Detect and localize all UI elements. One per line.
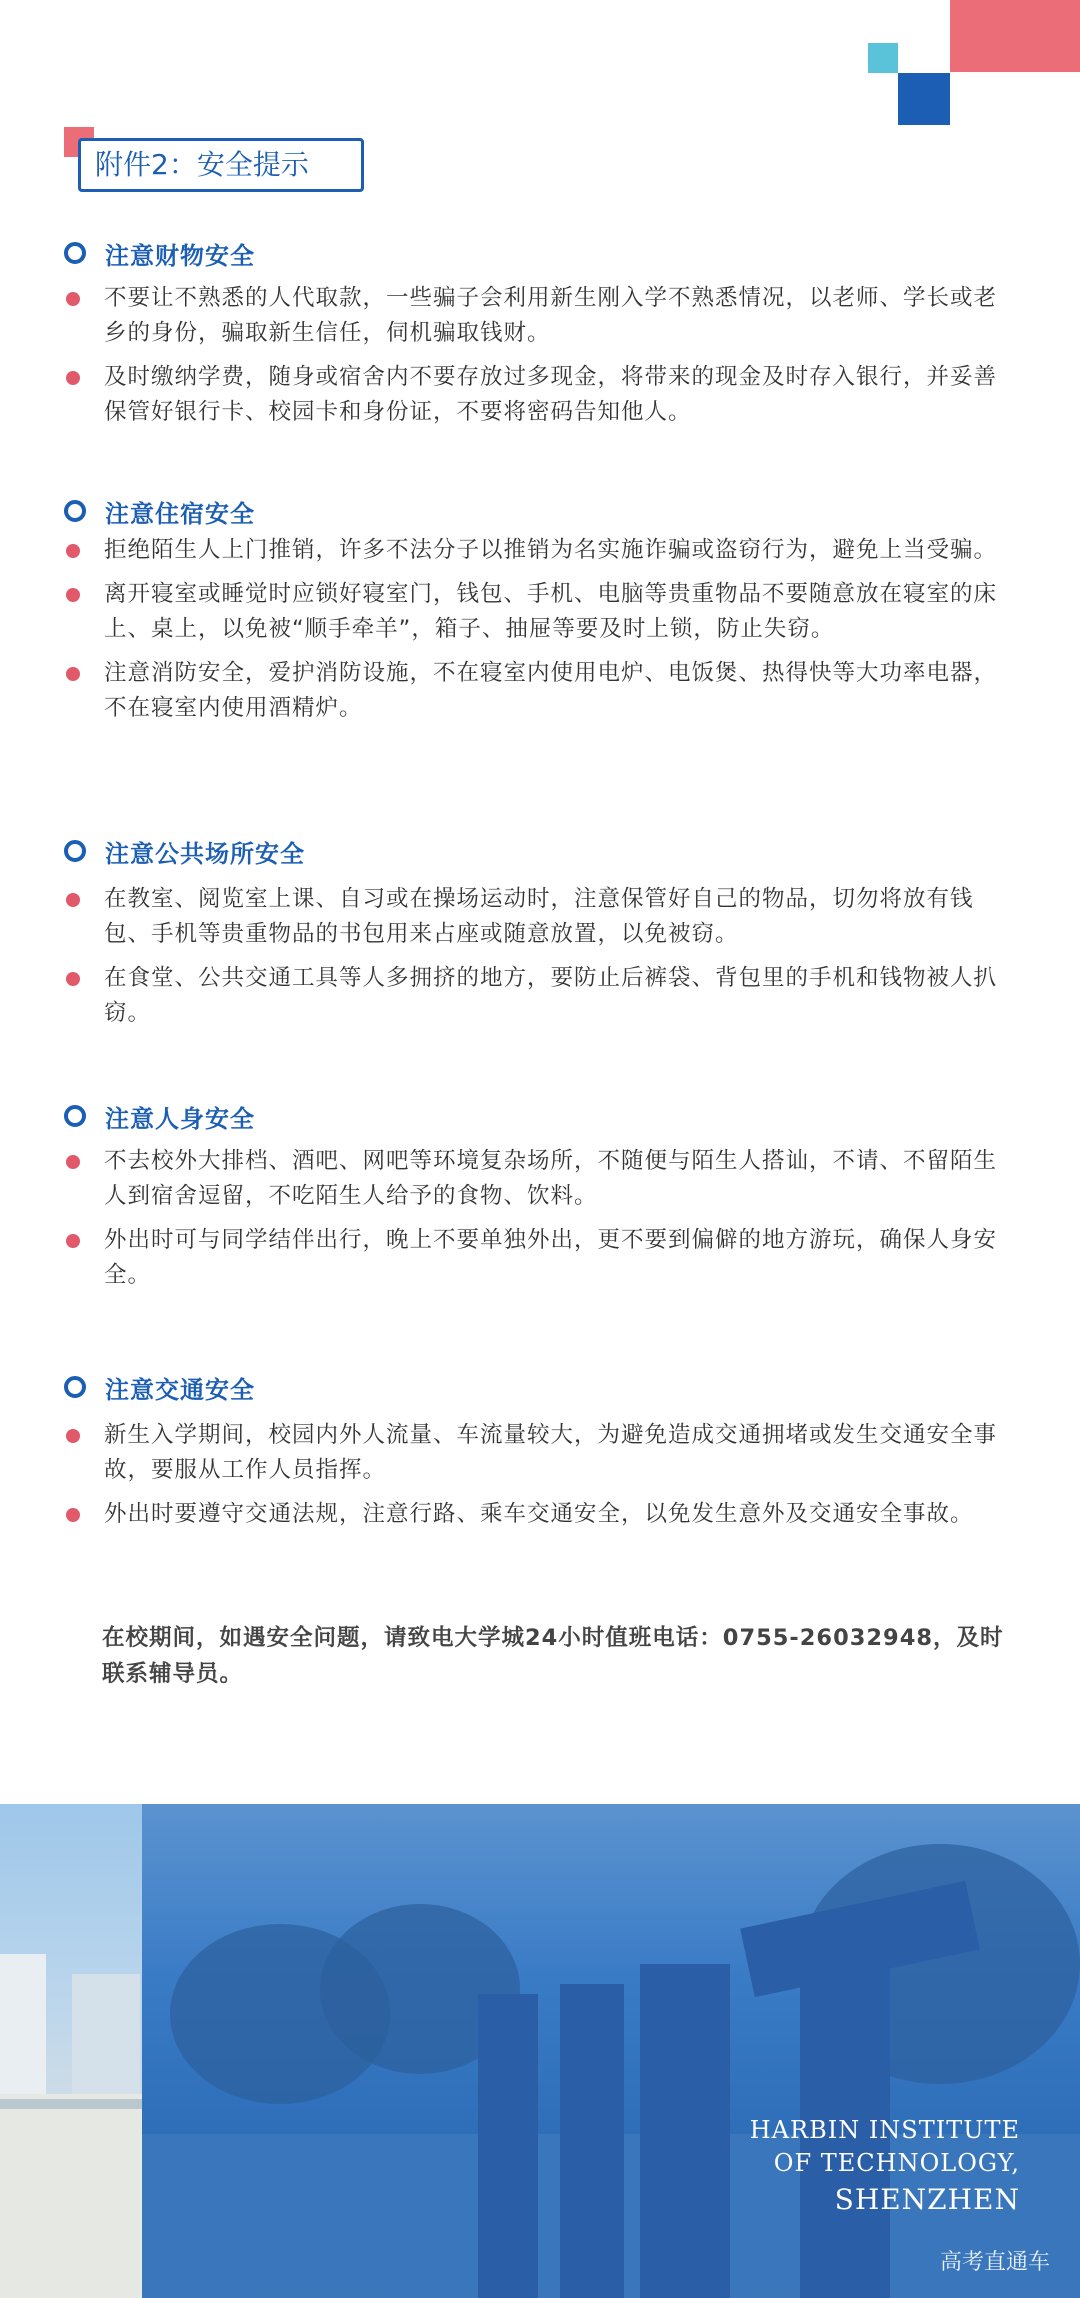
hotline-note: 在校期间，如遇安全问题，请致电大学城24小时值班电话：0755-26032948，及时联系辅导员。 [102, 1625, 1004, 1687]
sculpture-pillar [640, 1964, 730, 2298]
list-item-text: 外出时可与同学结伴出行，晚上不要单独外出，更不要到偏僻的地方游玩，确保人身安全。 [104, 1227, 998, 1288]
section-header [64, 493, 1020, 529]
decor-teal-square [868, 43, 898, 73]
list-item [64, 1418, 1020, 1488]
section-header [64, 235, 1020, 271]
section-title: 注意财物安全 [105, 241, 255, 270]
building-shape [72, 1974, 140, 2104]
sculpture-pillar [478, 1994, 538, 2298]
list-item [64, 1223, 1020, 1293]
list-item [64, 656, 1020, 726]
circle-icon [64, 500, 86, 522]
circle-icon [64, 242, 86, 264]
list-item [64, 281, 1020, 351]
list-item-text: 外出时要遵守交通法规，注意行路、乘车交通安全，以免发生意外及交通安全事故。 [104, 1501, 974, 1527]
section-title: 注意住宿安全 [105, 499, 255, 528]
list-item [64, 882, 1020, 952]
section-title: 注意交通安全 [105, 1375, 255, 1404]
section-personal-safety [64, 1098, 1020, 1293]
circle-icon [64, 1105, 86, 1127]
bullet-dot-icon [66, 292, 80, 306]
bullet-dot-icon [66, 1234, 80, 1248]
bullet-dot-icon [66, 667, 80, 681]
circle-icon [64, 1376, 86, 1398]
list-item-text: 离开寝室或睡觉时应锁好寝室门，钱包、手机、电脑等贵重物品不要随意放在寝室的床上、桌上，以免被“顺手牵羊”，箱子、抽屉等要及时上锁，防止失窃。 [104, 581, 998, 642]
bullet-dot-icon [66, 893, 80, 907]
bullet-dot-icon [66, 588, 80, 602]
section-property-safety [64, 235, 1020, 430]
bullet-dot-icon [66, 544, 80, 558]
section-header [64, 1098, 1020, 1134]
list-item-text: 不去校外大排档、酒吧、网吧等环境复杂场所，不随便与陌生人搭讪，不请、不留陌生人到宿舍逗留，不吃陌生人给予的食物、饮料。 [104, 1148, 998, 1209]
list-item-text: 及时缴纳学费，随身或宿舍内不要存放过多现金，将带来的现金及时存入银行，并妥善保管好银行卡、校园卡和身份证，不要将密码告知他人。 [104, 364, 998, 425]
list-item [64, 1144, 1020, 1214]
bullet-dot-icon [66, 1429, 80, 1443]
list-item-text: 不要让不熟悉的人代取款，一些骗子会利用新生刚入学不熟悉情况，以老师、学长或老乡的身份，骗取新生信任，伺机骗取钱财。 [104, 285, 998, 346]
decor-blue-square [898, 73, 950, 125]
list-item [64, 1497, 1020, 1532]
bullet-dot-icon [66, 1508, 80, 1522]
section-dorm-safety [64, 493, 1020, 726]
section-traffic-safety [64, 1369, 1020, 1532]
campus-photo-banner [0, 1804, 1080, 2298]
list-item-text: 注意消防安全，爱护消防设施，不在寝室内使用电炉、电饭煲、热得快等大功率电器，不在寝室内使用酒精炉。 [104, 660, 998, 721]
list-item [64, 360, 1020, 430]
list-item-text: 在教室、阅览室上课、自习或在操场运动时，注意保管好自己的物品，切勿将放有钱包、手机等贵重物品的书包用来占座或随意放置，以免被窃。 [104, 886, 974, 947]
list-item [64, 961, 1020, 1031]
bullet-dot-icon [66, 1155, 80, 1169]
section-public-safety [64, 833, 1020, 1031]
decor-pink-block [950, 0, 1080, 72]
school-name-line1: HARBIN INSTITUTE [749, 2116, 1020, 2144]
building-shape [0, 1954, 46, 2094]
list-item-text: 新生入学期间，校园内外人流量、车流量较大，为避免造成交通拥堵或发生交通安全事故，要服从工作人员指挥。 [104, 1422, 998, 1483]
building-shape [0, 2099, 142, 2109]
section-title: 注意人身安全 [105, 1104, 255, 1133]
list-item-text: 在食堂、公共交通工具等人多拥挤的地方，要防止后裤袋、背包里的手机和钱物被人扒窃。 [104, 965, 998, 1026]
list-item-text: 拒绝陌生人上门推销，许多不法分子以推销为名实施诈骗或盗窃行为，避免上当受骗。 [104, 537, 998, 563]
campus-photo-left [0, 1804, 142, 2298]
bullet-dot-icon [66, 972, 80, 986]
section-header [64, 1369, 1020, 1405]
page-title: 附件2：安全提示 [78, 138, 364, 192]
list-item [64, 577, 1020, 647]
school-name-line2: OF TECHNOLOGY, [773, 2149, 1020, 2177]
sculpture-pillar [560, 1984, 624, 2298]
list-item [64, 533, 1020, 568]
building-shape [0, 2094, 142, 2298]
watermark-text: 高考直通车 [939, 2250, 1050, 2275]
circle-icon [64, 840, 86, 862]
school-name [750, 2114, 1020, 2220]
school-name-line3: SHENZHEN [834, 2183, 1020, 2216]
section-header [64, 833, 1020, 869]
section-title: 注意公共场所安全 [105, 839, 305, 868]
bullet-dot-icon [66, 371, 80, 385]
